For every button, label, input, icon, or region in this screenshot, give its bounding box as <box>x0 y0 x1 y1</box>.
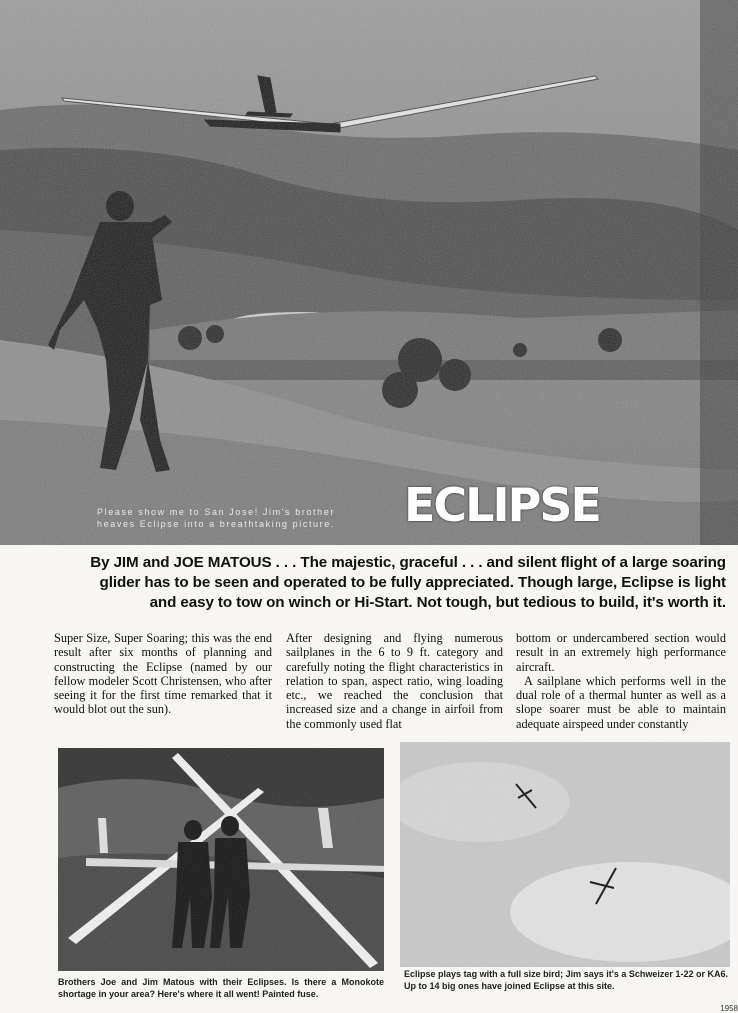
body-paragraph: bottom or undercambered section would result in an extremely high performance aircraft. <box>516 631 726 674</box>
photo-brothers-art <box>58 748 384 971</box>
body-column-1 <box>54 631 272 717</box>
body-paragraph: Super Size, Super Soaring; this was the end result after six months of planning and constructing the Eclipse (named by our fellow modeler Scott Christensen, who after seeing it for the first time remarked that it would blot out the sun). <box>54 631 272 717</box>
photo-caption: Brothers Joe and Jim Matous with their Eclipses. Is there a Monokote shortage in your area? Here's where it all went! Painted fuse. <box>58 977 384 999</box>
photo-gliders-in-sky <box>400 742 730 967</box>
article-title: ECLIPSE <box>404 478 600 532</box>
body-column-2 <box>286 631 503 731</box>
hero-caption: Please show me to San Jose! Jim's brother heaves Eclipse into a breathtaking picture. <box>97 507 335 529</box>
page-number: 1958 <box>720 1004 738 1013</box>
photo-brothers-with-gliders <box>58 748 384 971</box>
photo-sky-art <box>400 742 730 967</box>
photo-caption: Eclipse plays tag with a full size bird; Jim says it's a Schweizer 1-22 or KA6. Up to 14 big ones have joined Eclipse at this site. <box>404 969 728 991</box>
body-paragraph: A sailplane which performs well in the dual role of a thermal hunter as well as a slope soarer must be able to maintain adequate airspeed under constantly <box>516 673 726 731</box>
body-paragraph: After designing and flying numerous sailplanes in the 6 to 9 ft. category and carefully noting the flight characteristics in relation to span, aspect ratio, wing loading etc., we reached the conclusion that increased size and a change in airfoil from the commonly used flat <box>286 631 503 731</box>
article-deck: By JIM and JOE MATOUS . . . The majestic, graceful . . . and silent flight of a large soaring glider has to be seen and operated to be fully appreciated. Though large, Eclipse is light and easy to tow on winch or Hi-Start. Not tough, but tedious to build, it's worth it. <box>90 554 726 611</box>
body-column-3 <box>516 631 726 731</box>
